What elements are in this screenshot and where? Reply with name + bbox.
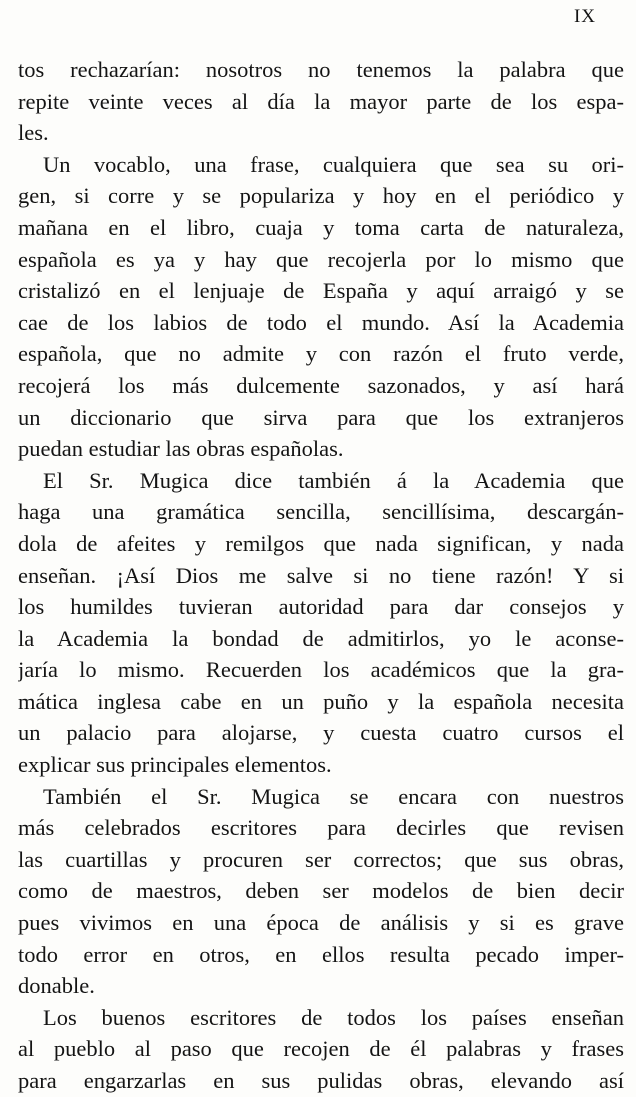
text-line: jaría lo mismo. Recuerden los académicos que la gra- <box>18 657 624 683</box>
text-line: Un vocablo, una frase, cualquiera que sea su ori- <box>43 151 624 177</box>
text-line: un diccionario que sirva para que los extranjeros <box>18 404 624 430</box>
text-line: un palacio para alojarse, y cuesta cuatro cursos el <box>18 720 624 746</box>
page-number: IX <box>573 6 596 27</box>
text-line: española, que no admite y con razón el fruto verde, <box>18 341 624 367</box>
text-line: pues vivimos en una época de análisis y si es grave <box>18 910 624 936</box>
text-line: todo error en otros, en ellos resulta pecado imper- <box>18 941 624 967</box>
text-line: El Sr. Mugica dice también á la Academia que <box>43 467 624 493</box>
text-line: También el Sr. Mugica se encara con nuestros <box>43 783 624 809</box>
text-line: la Academia la bondad de admitirlos, yo le aconse- <box>18 625 624 651</box>
text-line: recojerá los más dulcemente sazonados, y así hará <box>18 372 624 398</box>
text-line: repite veinte veces al día la mayor parte de los espa- <box>18 88 624 114</box>
text-line: como de maestros, deben ser modelos de bien decir <box>18 878 624 904</box>
text-line: mañana en el libro, cuaja y toma carta de naturaleza, <box>18 214 624 240</box>
text-line: para engarzarlas en sus pulidas obras, elevando así <box>18 1068 624 1093</box>
body-text <box>18 54 624 1097</box>
text-line: donable. <box>18 973 95 999</box>
text-line: Los buenos escritores de todos los países enseñan <box>43 1004 624 1030</box>
text-line: al pueblo al paso que recojen de él palabras y frases <box>18 1036 624 1062</box>
text-line: los humildes tuvieran autoridad para dar consejos y <box>18 594 624 620</box>
text-line: cae de los labios de todo el mundo. Así la Academia <box>18 309 624 335</box>
text-line: mática inglesa cabe en un puño y la española necesita <box>18 688 624 714</box>
text-line: explicar sus principales elementos. <box>18 752 332 778</box>
text-line: les. <box>18 120 49 146</box>
text-line: más celebrados escritores para decirles que revisen <box>18 815 624 841</box>
text-line: enseñan. ¡Así Dios me salve si no tiene razón! Y si <box>18 562 624 588</box>
text-line: dola de afeites y remilgos que nada significan, y nada <box>18 530 624 556</box>
text-line: española es ya y hay que recojerla por lo mismo que <box>18 246 624 272</box>
text-line: las cuartillas y procuren ser correctos; que sus obras, <box>18 846 624 872</box>
text-line: haga una gramática sencilla, sencillísima, descargán- <box>18 499 624 525</box>
text-line: tos rechazarían: nosotros no tenemos la palabra que <box>18 57 624 82</box>
text-line: cristalizó en el lenjuaje de España y aquí arraigó y se <box>18 278 624 304</box>
text-line: gen, si corre y se populariza y hoy en el periódico y <box>18 183 624 209</box>
text-line: puedan estudiar las obras españolas. <box>18 436 344 462</box>
